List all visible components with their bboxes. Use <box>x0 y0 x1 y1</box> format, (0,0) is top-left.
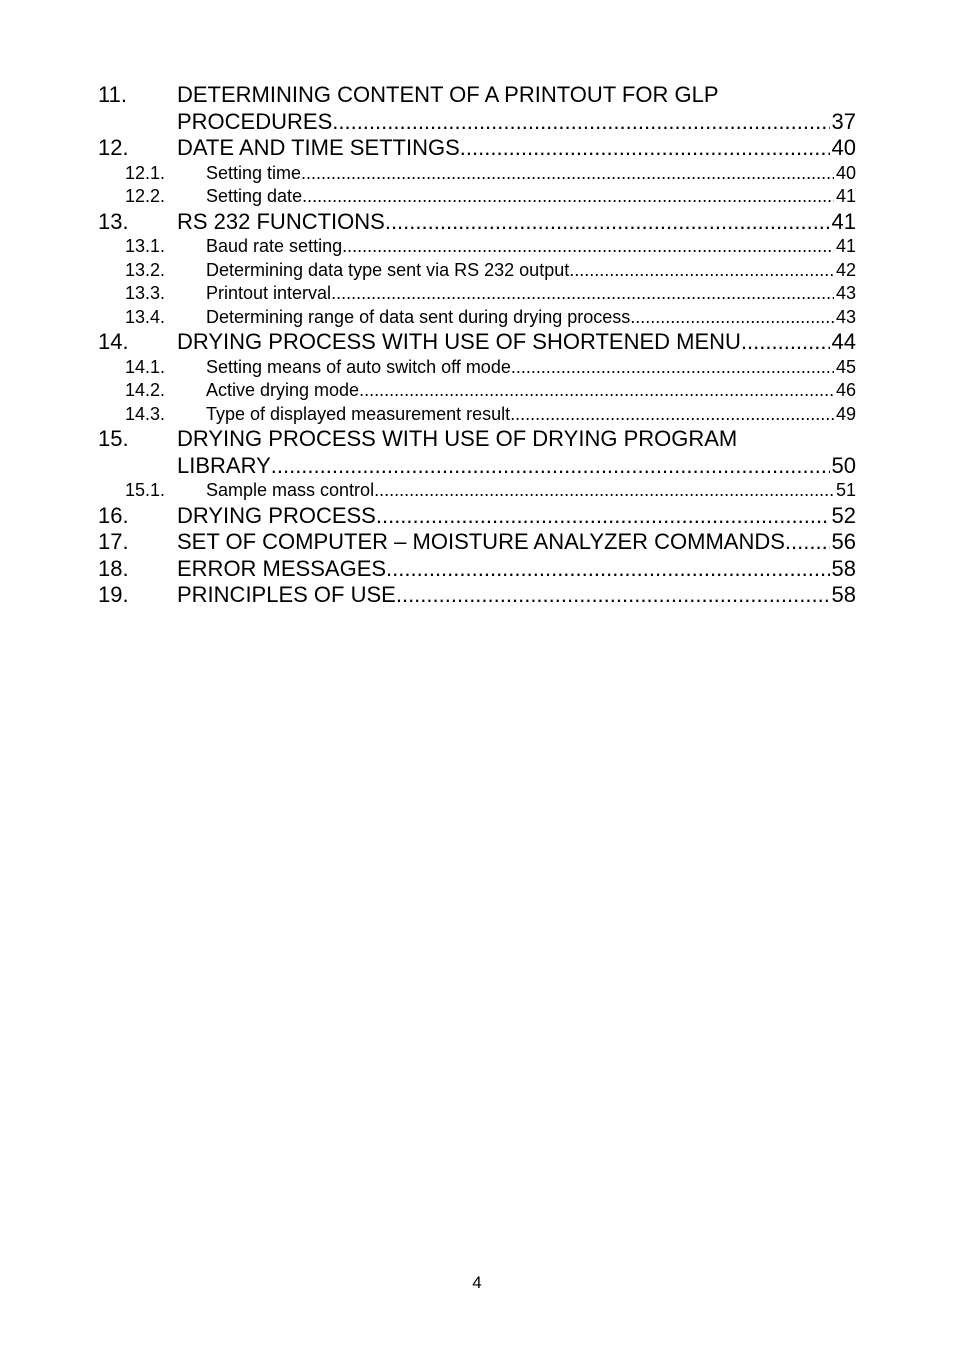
dot-leader <box>569 259 834 283</box>
page-footer-number: 4 <box>472 1273 482 1292</box>
toc-number: 19. <box>98 582 129 607</box>
toc-title: Sample mass control <box>206 480 375 500</box>
toc-page-number: 42 <box>835 259 856 280</box>
dot-leader <box>359 379 834 403</box>
toc-title: RS 232 FUNCTIONS <box>177 208 385 234</box>
dot-leader <box>386 556 829 583</box>
toc-entry-13[interactable] <box>98 209 856 236</box>
toc-page-number: 41 <box>835 186 856 206</box>
toc-page-number: 46 <box>835 380 856 400</box>
toc-title: DRYING PROCESS <box>177 502 376 528</box>
toc-page-number: 49 <box>835 403 856 424</box>
toc-entry-14-2[interactable] <box>98 379 856 403</box>
toc-entry-18[interactable] <box>98 556 856 583</box>
toc-entry-11[interactable] <box>98 82 856 135</box>
toc-title: DETERMINING CONTENT OF A PRINTOUT FOR GLP <box>177 82 719 107</box>
dot-leader <box>785 529 830 556</box>
toc-number: 17. <box>98 529 129 554</box>
toc-number: 13.1. <box>125 236 166 256</box>
toc-number: 13.3. <box>125 283 166 303</box>
toc-title: Determining data type sent via RS 232 output <box>206 259 570 280</box>
toc-page-number: 51 <box>835 480 856 500</box>
toc-entry-19[interactable] <box>98 582 856 609</box>
toc-title: PRINCIPLES OF USE <box>177 582 396 607</box>
toc-page-number: 37 <box>831 108 856 134</box>
toc-title-continued: PROCEDURES <box>177 108 333 134</box>
dot-leader <box>385 209 830 236</box>
dot-leader <box>511 356 834 380</box>
toc-title: Baud rate setting <box>206 236 343 256</box>
toc-number: 12.1. <box>125 162 166 183</box>
toc-page-number: 40 <box>831 135 856 160</box>
toc-number: 14. <box>98 329 129 354</box>
toc-title-continued: LIBRARY <box>177 452 271 478</box>
dot-leader <box>510 403 834 427</box>
toc-entry-15[interactable] <box>98 426 856 479</box>
toc-entry-14-1[interactable] <box>98 356 856 380</box>
dot-leader <box>302 185 834 209</box>
dot-leader <box>376 503 830 530</box>
toc-title: Setting date <box>206 186 303 206</box>
toc-title: Setting means of auto switch off mode <box>206 356 511 377</box>
toc-entry-13-2[interactable] <box>98 259 856 283</box>
toc-page-number: 52 <box>831 502 856 528</box>
toc-entry-12[interactable] <box>98 135 856 162</box>
toc-title: Type of displayed measurement result <box>206 403 511 424</box>
toc-page-number: 43 <box>835 306 856 327</box>
toc-number: 14.1. <box>125 356 166 377</box>
dot-leader <box>396 582 830 609</box>
toc-title: DATE AND TIME SETTINGS <box>177 135 460 160</box>
toc-entry-14-3[interactable] <box>98 403 856 427</box>
toc-title: Printout interval <box>206 283 332 303</box>
toc-number: 12. <box>98 135 129 160</box>
toc-title: Determining range of data sent during drying process <box>206 306 631 327</box>
dot-leader <box>301 162 834 186</box>
toc-number: 14.3. <box>125 403 166 424</box>
toc-number: 15.1. <box>125 480 166 500</box>
toc-number: 12.2. <box>125 186 166 206</box>
toc-page-number: 41 <box>835 236 856 256</box>
dot-leader <box>374 479 834 503</box>
toc-page-number: 56 <box>831 529 856 554</box>
toc-number: 15. <box>98 426 129 451</box>
toc-title: Setting time <box>206 162 302 183</box>
toc-title: DRYING PROCESS WITH USE OF SHORTENED MENU <box>177 329 741 354</box>
toc-page-number: 50 <box>831 452 856 478</box>
dot-leader <box>741 329 830 356</box>
dot-leader <box>460 135 830 162</box>
toc-page-number: 41 <box>831 208 856 234</box>
toc-number: 13. <box>98 208 129 234</box>
toc-page-number: 43 <box>835 283 856 303</box>
toc-title: DRYING PROCESS WITH USE OF DRYING PROGRAM <box>177 426 738 451</box>
dot-leader <box>331 282 834 306</box>
dot-leader <box>271 453 830 480</box>
toc-title: ERROR MESSAGES <box>177 555 387 581</box>
dot-leader <box>630 306 834 330</box>
table-of-contents <box>98 82 856 609</box>
toc-title: SET OF COMPUTER – MOISTURE ANALYZER COMMANDS <box>177 529 785 554</box>
toc-page-number: 40 <box>835 162 856 183</box>
toc-number: 11. <box>98 82 127 107</box>
toc-title: Active drying mode <box>206 380 360 400</box>
toc-number: 14.2. <box>125 380 166 400</box>
dot-leader <box>332 109 829 136</box>
toc-number: 18. <box>98 555 129 581</box>
toc-number: 13.4. <box>125 306 166 327</box>
dot-leader <box>342 235 834 259</box>
toc-entry-17[interactable] <box>98 529 856 556</box>
toc-page-number: 44 <box>831 329 856 354</box>
toc-entry-14[interactable] <box>98 329 856 356</box>
toc-entry-16[interactable] <box>98 503 856 530</box>
toc-page-number: 58 <box>831 555 856 581</box>
toc-entry-12-1[interactable] <box>98 162 856 186</box>
toc-entry-12-2[interactable] <box>98 185 856 209</box>
toc-entry-13-4[interactable] <box>98 306 856 330</box>
toc-number: 13.2. <box>125 259 166 280</box>
toc-number: 16. <box>98 502 129 528</box>
toc-page-number: 58 <box>831 582 856 607</box>
toc-entry-13-3[interactable] <box>98 282 856 306</box>
toc-page-number: 45 <box>835 356 856 377</box>
toc-entry-15-1[interactable] <box>98 479 856 503</box>
toc-entry-13-1[interactable] <box>98 235 856 259</box>
